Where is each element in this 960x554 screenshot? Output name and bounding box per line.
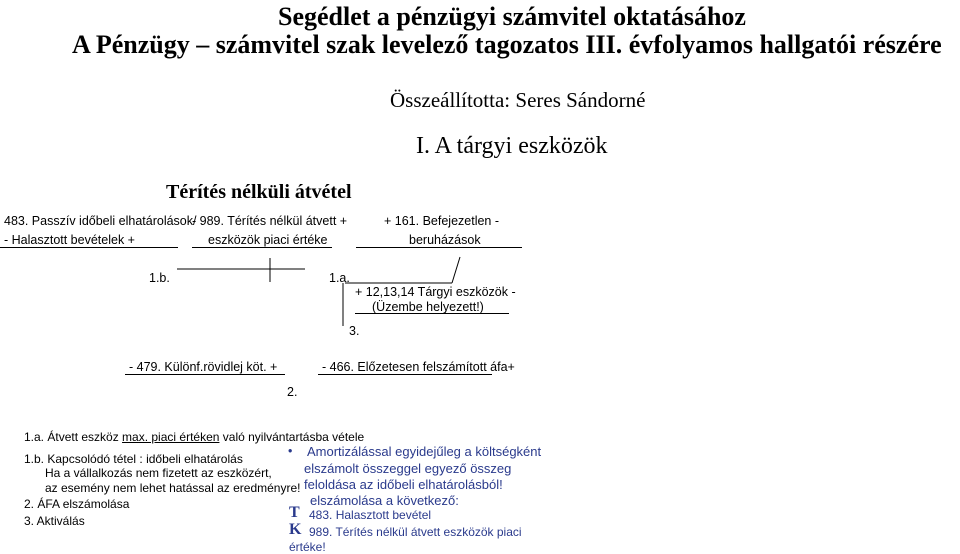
- callout-k-letter: K: [289, 521, 302, 538]
- note-1a-prefix: 1.a. Átvett eszköz: [24, 430, 123, 444]
- title-line-2: A Pénzügy – számvitel szak levelező tagozatos III. évfolyamos hallgatói részére: [72, 30, 942, 59]
- account-989-label: - 989. Térítés nélkül átvett +: [192, 214, 348, 228]
- note-1a-underlined: max. piaci értéken: [122, 430, 220, 444]
- marker-2: 2.: [287, 385, 298, 399]
- section-heading: Térítés nélküli átvétel: [166, 181, 352, 203]
- callout-t-text: 483. Halasztott bevétel: [309, 508, 432, 522]
- marker-1a: 1.a.: [329, 271, 350, 285]
- account-1214-sublabel: (Üzembe helyezett!): [372, 300, 484, 314]
- chapter-heading: I. A tárgyi eszközök: [416, 133, 608, 159]
- account-161-sublabel: beruházások: [409, 233, 481, 247]
- account-483-label: 483. Passzív időbeli elhatárolások/: [4, 214, 197, 228]
- note-3: 3. Aktiválás: [24, 514, 85, 528]
- note-2: 2. ÁFA elszámolása: [24, 497, 130, 511]
- account-989-sublabel: eszközök piaci értéke: [208, 233, 328, 247]
- note-1a-suffix: való nyilvántartásba vétele: [219, 430, 365, 444]
- account-161-label: + 161. Befejezetlen -: [384, 214, 500, 228]
- marker-1b: 1.b.: [149, 271, 170, 285]
- callout-line-3: feloldása az időbeli elhatárolásból!: [304, 477, 503, 492]
- callout-line-4: elszámolása a következő:: [310, 493, 459, 508]
- title-line-1: Segédlet a pénzügyi számvitel oktatásához: [278, 2, 746, 31]
- account-466-label: - 466. Előzetesen felszámított áfa+: [322, 360, 515, 374]
- callout-t-letter: T: [289, 504, 300, 521]
- note-1a: [24, 430, 364, 444]
- account-483-sides: - Halasztott bevételek +: [4, 233, 135, 247]
- note-1b-line2: Ha a vállalkozás nem fizetett az eszközért,: [45, 466, 272, 480]
- note-1b-line3: az esemény nem lehet hatással az eredményre!: [45, 481, 301, 495]
- marker-3: 3.: [349, 324, 360, 338]
- callout-k-text: 989. Térítés nélkül átvett eszközök piaci: [309, 525, 522, 539]
- callout-line-2: elszámolt összeggel egyező összeg: [304, 461, 512, 476]
- callout-k-text-2: értéke!: [289, 540, 326, 554]
- callout-line-1: Amortizálással egyidejűleg a költségként: [307, 444, 542, 459]
- compiler-credit: Összeállította: Seres Sándorné: [390, 88, 646, 112]
- account-479-label: - 479. Különf.rövidlej köt. +: [129, 360, 278, 374]
- note-1b-line1: 1.b. Kapcsolódó tétel : időbeli elhatárolás: [24, 452, 243, 466]
- account-1214-label: + 12,13,14 Tárgyi eszközök -: [355, 285, 516, 299]
- callout-bullet: •: [288, 444, 293, 458]
